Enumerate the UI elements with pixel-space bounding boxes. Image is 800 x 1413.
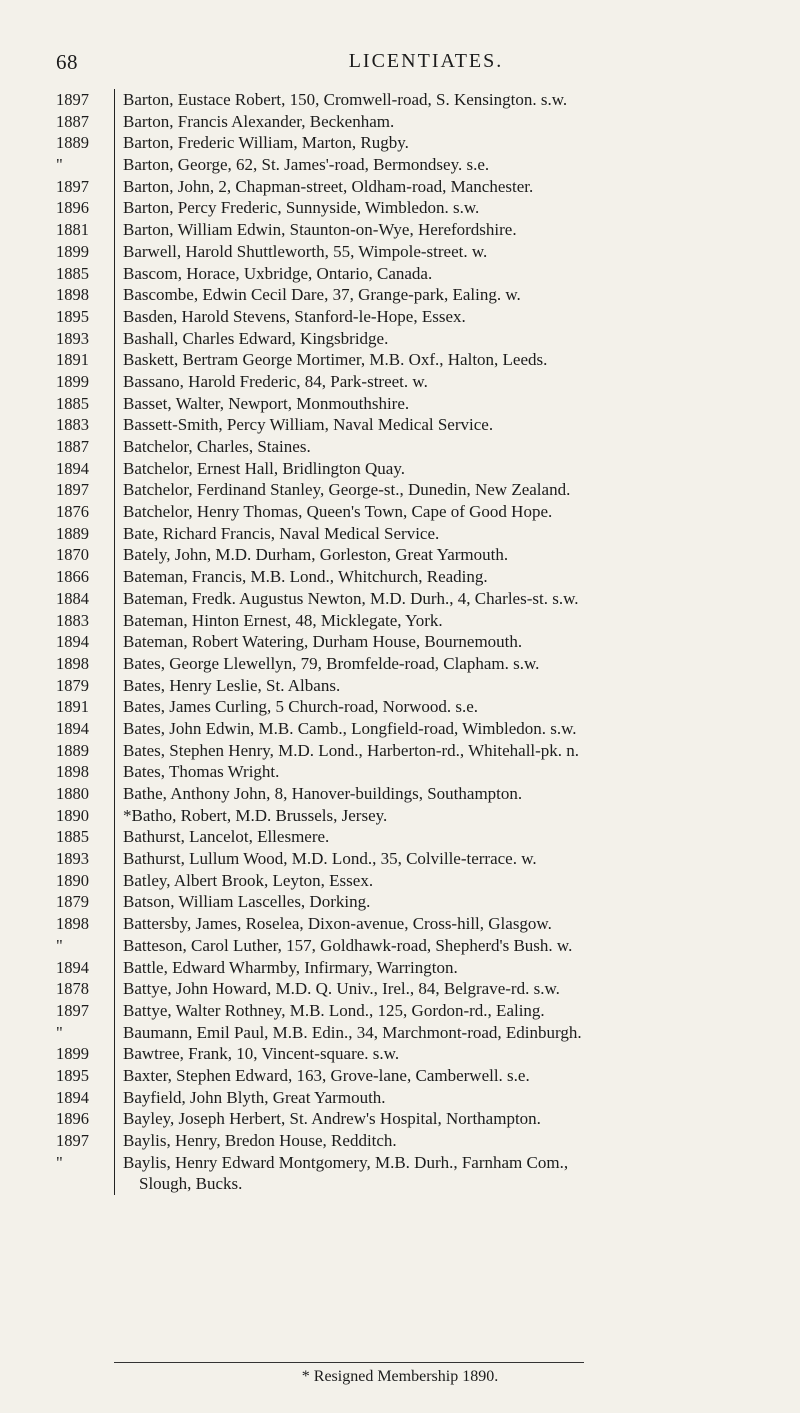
- list-item: [56, 783, 768, 805]
- page-header: [56, 50, 756, 80]
- entry-year: 1896: [56, 1109, 89, 1129]
- list-item: [56, 241, 768, 263]
- entry-text: Bassano, Harold Frederic, 84, Park-street. w.: [114, 371, 768, 393]
- list-item: [56, 805, 768, 827]
- entry-year: 1897: [56, 90, 89, 109]
- list-item: [56, 111, 768, 133]
- list-item: [56, 349, 768, 371]
- entry-year: 1881: [56, 220, 89, 240]
- entry-text: Baylis, Henry Edward Montgomery, M.B. Durh., Farnham Com.,: [114, 1152, 768, 1174]
- entry-year: 1879: [56, 892, 89, 912]
- entry-text: Barton, John, 2, Chapman-street, Oldham-road, Manchester.: [114, 176, 768, 198]
- entry-text: Batteson, Carol Luther, 157, Goldhawk-road, Shepherd's Bush. w.: [114, 935, 768, 957]
- entry-text: Bascombe, Edwin Cecil Dare, 37, Grange-park, Ealing. w.: [114, 284, 768, 306]
- list-item: [56, 328, 768, 350]
- entry-year: 1894: [56, 957, 89, 977]
- list-item: [56, 1022, 768, 1044]
- entry-year: 1890: [56, 870, 89, 890]
- entry-year: 1897: [56, 176, 89, 196]
- footnote: * Resigned Membership 1890.: [301, 1368, 499, 1385]
- entry-text: Batley, Albert Brook, Leyton, Essex.: [114, 870, 768, 892]
- entry-year: 1894: [56, 458, 89, 478]
- entry-year: 1897: [56, 1131, 89, 1150]
- list-item: [56, 631, 768, 653]
- list-item: [56, 610, 768, 632]
- entry-text: Bascom, Horace, Uxbridge, Ontario, Canada.: [114, 263, 768, 285]
- entry-text: Baumann, Emil Paul, M.B. Edin., 34, Marchmont-road, Edinburgh.: [114, 1022, 768, 1044]
- entry-text: Battle, Edward Wharmby, Infirmary, Warrington.: [114, 957, 768, 979]
- entry-text: Batchelor, Ferdinand Stanley, George-st., Dunedin, New Zealand.: [114, 479, 768, 501]
- list-item: [56, 371, 768, 393]
- entry-text: Baxter, Stephen Edward, 163, Grove-lane, Camberwell. s.e.: [114, 1065, 768, 1087]
- entry-text: Bate, Richard Francis, Naval Medical Service.: [114, 523, 768, 545]
- entry-text: Battersby, James, Roselea, Dixon-avenue, Cross-hill, Glasgow.: [114, 913, 768, 935]
- entry-text: Bathurst, Lullum Wood, M.D. Lond., 35, Colville-terrace. w.: [114, 848, 768, 870]
- entry-text: Batchelor, Henry Thomas, Queen's Town, Cape of Good Hope.: [114, 501, 768, 523]
- list-item: [56, 957, 768, 979]
- list-item: [56, 1087, 768, 1109]
- list-item: [56, 1043, 768, 1065]
- entry-text: Bates, Stephen Henry, M.D. Lond., Harberton-rd., Whitehall-pk. n.: [114, 740, 768, 762]
- entry-year: 1891: [56, 350, 89, 370]
- entry-year: 1890: [56, 805, 89, 825]
- entry-text: Barton, Francis Alexander, Beckenham.: [114, 111, 768, 133]
- entry-text: Barton, George, 62, St. James'-road, Bermondsey. s.e.: [114, 154, 768, 176]
- entry-text: Slough, Bucks.: [114, 1173, 768, 1195]
- entry-list: [56, 89, 768, 1195]
- entry-year: ": [56, 155, 63, 175]
- list-item: [56, 566, 768, 588]
- entry-year: 1897: [56, 480, 89, 500]
- entry-year: 1866: [56, 567, 89, 587]
- entry-text: Barwell, Harold Shuttleworth, 55, Wimpole-street. w.: [114, 241, 768, 263]
- entry-year: 1887: [56, 111, 89, 131]
- entry-year: 1894: [56, 632, 89, 652]
- list-item: [56, 653, 768, 675]
- list-item: [56, 306, 768, 328]
- entry-text: Barton, Eustace Robert, 150, Cromwell-road, S. Kensington. s.w.: [114, 89, 768, 111]
- list-item: [56, 848, 768, 870]
- entry-text: Barton, Frederic William, Marton, Rugby.: [114, 132, 768, 154]
- entry-year: ": [56, 935, 63, 955]
- entry-year: 1893: [56, 849, 89, 869]
- entry-text: Bassett-Smith, Percy William, Naval Medical Service.: [114, 414, 768, 436]
- list-item: [56, 219, 768, 241]
- entry-text: *Batho, Robert, M.D. Brussels, Jersey.: [114, 805, 768, 827]
- entry-year: 1896: [56, 198, 89, 218]
- list-item: [56, 544, 768, 566]
- entry-year: 1885: [56, 393, 89, 413]
- entry-year: 1870: [56, 545, 89, 565]
- list-item: [56, 588, 768, 610]
- entry-text: Bates, James Curling, 5 Church-road, Norwood. s.e.: [114, 696, 768, 718]
- entry-text: Basden, Harold Stevens, Stanford-le-Hope, Essex.: [114, 306, 768, 328]
- entry-year: 1899: [56, 241, 89, 261]
- entry-text: Bates, Thomas Wright.: [114, 761, 768, 783]
- footnote-rule: [114, 1362, 584, 1363]
- list-item: [56, 718, 768, 740]
- entry-year: 1898: [56, 914, 89, 934]
- entry-year: 1889: [56, 740, 89, 760]
- entry-text: Bateman, Hinton Ernest, 48, Micklegate, York.: [114, 610, 768, 632]
- list-item: [56, 935, 768, 957]
- list-item: [56, 1108, 768, 1130]
- entry-year: 1898: [56, 762, 89, 782]
- entry-text: Bates, Henry Leslie, St. Albans.: [114, 675, 768, 697]
- entry-year: 1884: [56, 588, 89, 608]
- list-item: [56, 1130, 768, 1152]
- entry-text: Bathurst, Lancelot, Ellesmere.: [114, 826, 768, 848]
- page-title: LICENTIATES.: [348, 50, 504, 72]
- entry-year: 1876: [56, 502, 89, 522]
- list-item: [56, 393, 768, 415]
- entry-text: Bayley, Joseph Herbert, St. Andrew's Hospital, Northampton.: [114, 1108, 768, 1130]
- list-item: [56, 740, 768, 762]
- entry-text: Bawtree, Frank, 10, Vincent-square. s.w.: [114, 1043, 768, 1065]
- entry-year: 1894: [56, 1087, 89, 1107]
- entry-text: Bashall, Charles Edward, Kingsbridge.: [114, 328, 768, 350]
- list-item: [56, 132, 768, 154]
- entry-year: 1879: [56, 675, 89, 695]
- entry-year: ": [56, 1022, 63, 1042]
- entry-year: 1889: [56, 133, 89, 153]
- entry-text: Bateman, Robert Watering, Durham House, Bournemouth.: [114, 631, 768, 653]
- list-item: [56, 436, 768, 458]
- list-item: [56, 284, 768, 306]
- entry-year: 1899: [56, 1044, 89, 1064]
- list-item: [56, 761, 768, 783]
- list-item: [56, 479, 768, 501]
- list-item: [56, 176, 768, 198]
- entry-text: Basset, Walter, Newport, Monmouthshire.: [114, 393, 768, 415]
- list-item: [56, 523, 768, 545]
- entry-year: 1885: [56, 263, 89, 283]
- list-item: [56, 154, 768, 176]
- entry-text: Bateman, Francis, M.B. Lond., Whitchurch, Reading.: [114, 566, 768, 588]
- list-item: [56, 891, 768, 913]
- list-item: [56, 870, 768, 892]
- entry-year: ": [56, 1152, 63, 1172]
- entry-year: 1898: [56, 285, 89, 305]
- entry-year: 1878: [56, 979, 89, 999]
- entry-year: 1885: [56, 827, 89, 847]
- entry-year: 1883: [56, 415, 89, 435]
- entry-year: 1887: [56, 437, 89, 456]
- entry-year: 1893: [56, 328, 89, 348]
- list-item: [56, 458, 768, 480]
- entry-year: 1897: [56, 1000, 89, 1020]
- entry-year: 1898: [56, 653, 89, 673]
- entry-year: 1899: [56, 371, 89, 391]
- entry-text: Bateman, Fredk. Augustus Newton, M.D. Durh., 4, Charles-st. s.w.: [114, 588, 768, 610]
- list-item: [56, 414, 768, 436]
- entry-text: Bates, John Edwin, M.B. Camb., Longfield-road, Wimbledon. s.w.: [114, 718, 768, 740]
- list-item: [56, 89, 768, 111]
- entry-text: Barton, William Edwin, Staunton-on-Wye, Herefordshire.: [114, 219, 768, 241]
- list-item: [56, 696, 768, 718]
- list-item: [56, 1065, 768, 1087]
- entry-year: 1895: [56, 306, 89, 326]
- list-item: [56, 263, 768, 285]
- list-item: [56, 675, 768, 697]
- entry-text: Bates, George Llewellyn, 79, Bromfelde-road, Clapham. s.w.: [114, 653, 768, 675]
- entry-year: 1883: [56, 610, 89, 630]
- list-item: [56, 913, 768, 935]
- entry-text: Battye, Walter Rothney, M.B. Lond., 125, Gordon-rd., Ealing.: [114, 1000, 768, 1022]
- entry-year: 1891: [56, 697, 89, 717]
- entry-text: Baylis, Henry, Bredon House, Redditch.: [114, 1130, 768, 1152]
- list-item: [56, 1000, 768, 1022]
- list-item: [56, 1152, 768, 1174]
- list-item: [56, 978, 768, 1000]
- entry-year: 1889: [56, 523, 89, 543]
- entry-text: Batchelor, Charles, Staines.: [114, 436, 768, 458]
- entry-text: Batchelor, Ernest Hall, Bridlington Quay.: [114, 458, 768, 480]
- entry-year: 1880: [56, 784, 89, 803]
- entry-text: Bayfield, John Blyth, Great Yarmouth.: [114, 1087, 768, 1109]
- entry-text: Batson, William Lascelles, Dorking.: [114, 891, 768, 913]
- page-number: 68: [56, 50, 78, 74]
- list-item: [56, 1173, 768, 1195]
- list-item: [56, 501, 768, 523]
- entry-text: Barton, Percy Frederic, Sunnyside, Wimbledon. s.w.: [114, 197, 768, 219]
- entry-year: 1894: [56, 718, 89, 738]
- entry-year: 1895: [56, 1065, 89, 1085]
- entry-text: Battye, John Howard, M.D. Q. Univ., Irel., 84, Belgrave-rd. s.w.: [114, 978, 768, 1000]
- list-item: [56, 826, 768, 848]
- list-item: [56, 197, 768, 219]
- entry-text: Bathe, Anthony John, 8, Hanover-buildings, Southampton.: [114, 783, 768, 805]
- entry-text: Bately, John, M.D. Durham, Gorleston, Great Yarmouth.: [114, 544, 768, 566]
- entry-text: Baskett, Bertram George Mortimer, M.B. Oxf., Halton, Leeds.: [114, 349, 768, 371]
